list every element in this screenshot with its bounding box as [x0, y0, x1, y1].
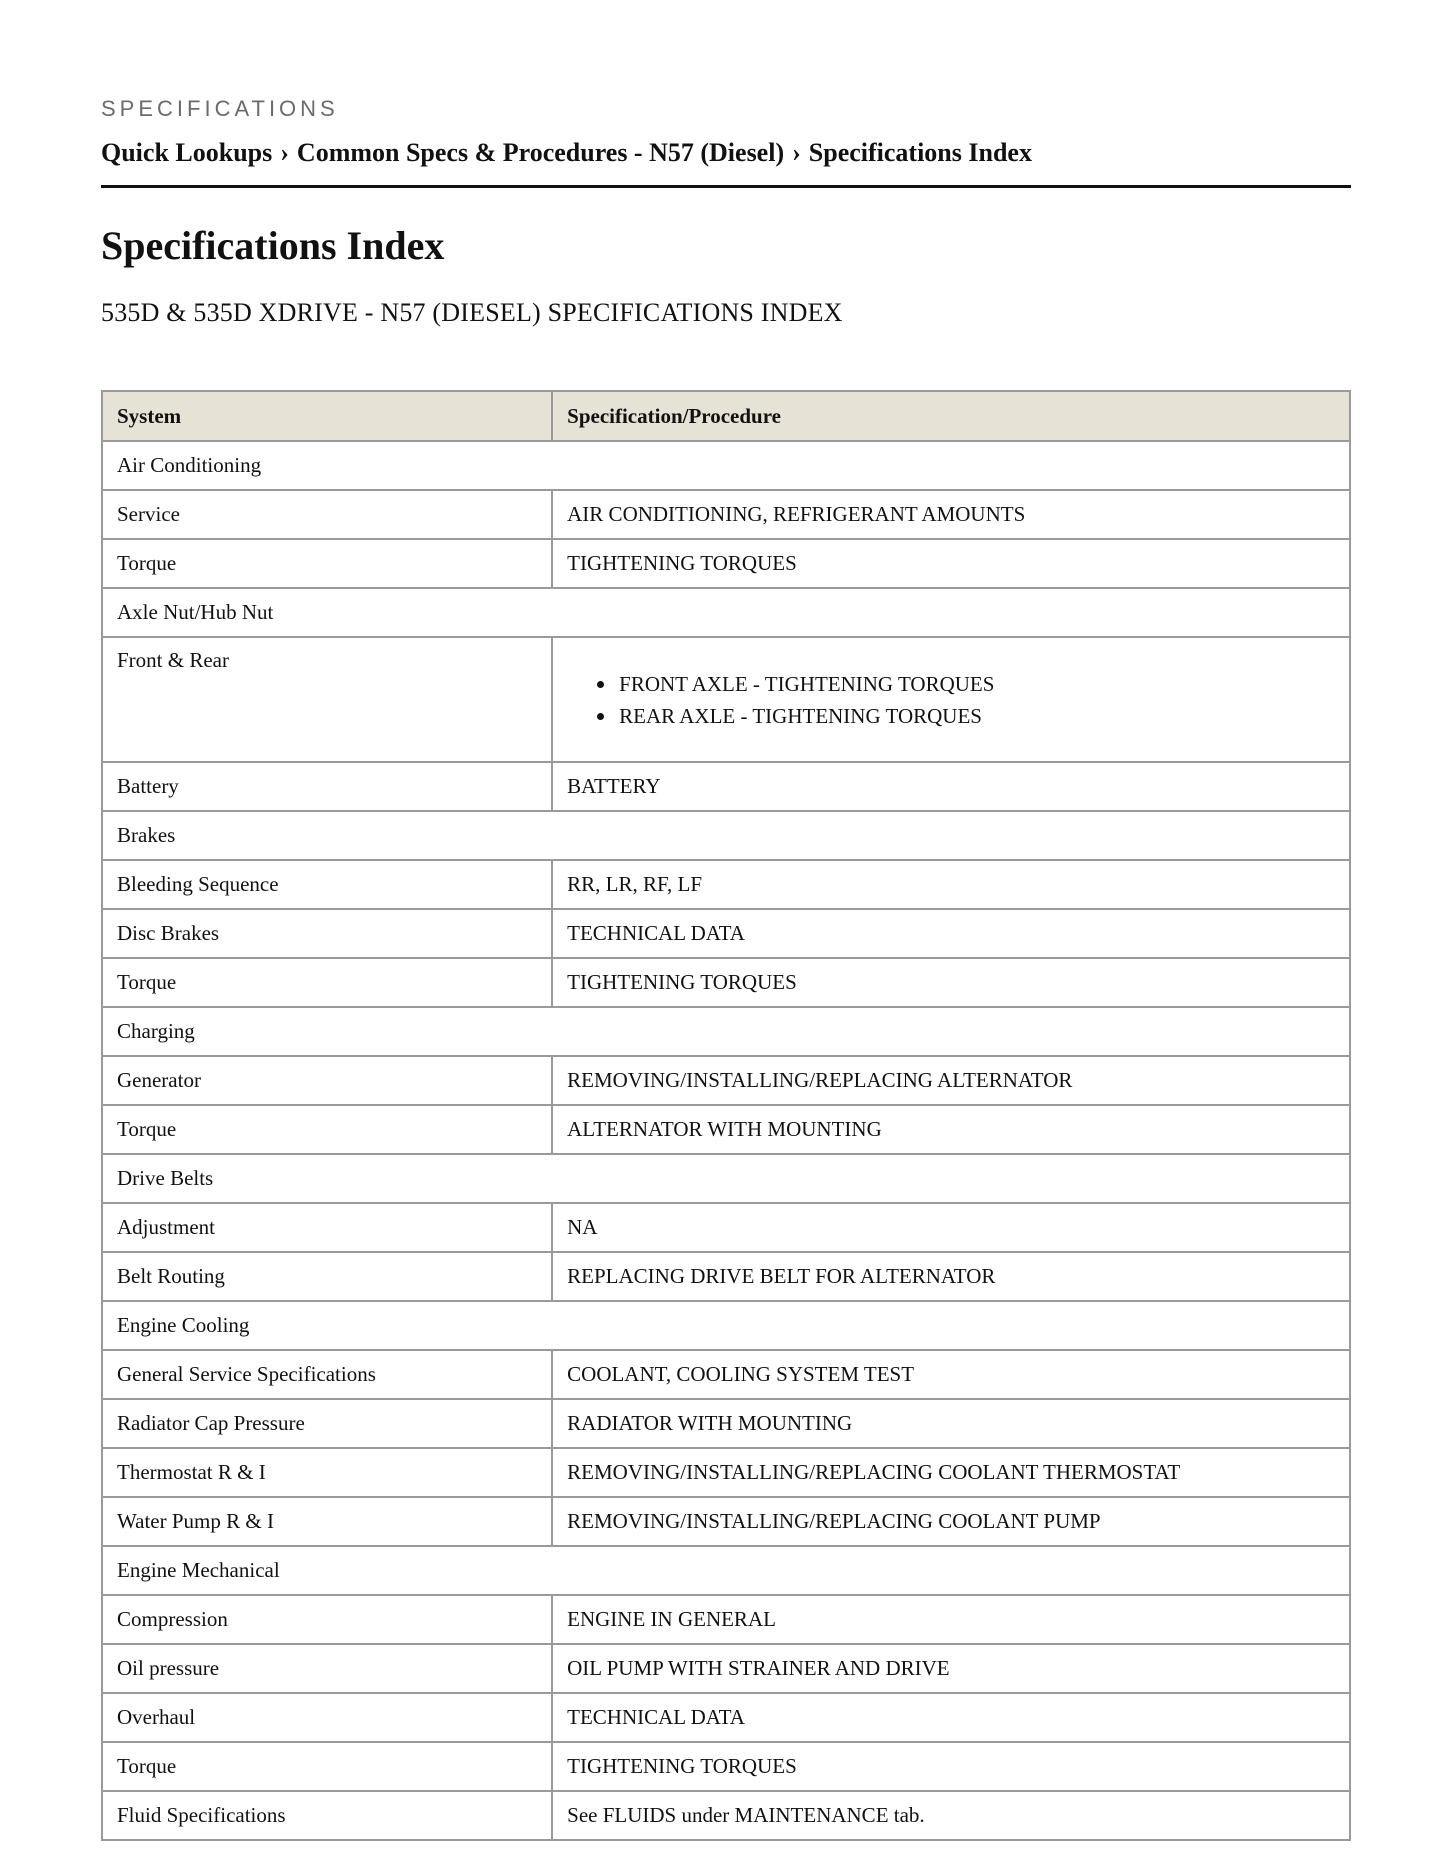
spec-link[interactable]: TIGHTENING TORQUES	[552, 539, 1350, 588]
spec-link[interactable]: ALTERNATOR WITH MOUNTING	[552, 1105, 1350, 1154]
system-cell: Disc Brakes	[102, 909, 552, 958]
system-cell: Adjustment	[102, 1203, 552, 1252]
spec-value: NA	[552, 1203, 1350, 1252]
system-cell: Oil pressure	[102, 1644, 552, 1693]
breadcrumb-separator: ›	[792, 138, 801, 167]
group-label: Engine Cooling	[102, 1301, 1350, 1350]
table-group-row	[102, 811, 1350, 860]
spec-link[interactable]: REMOVING/INSTALLING/REPLACING ALTERNATOR	[552, 1056, 1350, 1105]
spec-value: See FLUIDS under MAINTENANCE tab.	[552, 1791, 1350, 1840]
system-cell: Overhaul	[102, 1693, 552, 1742]
table-row	[102, 1252, 1350, 1301]
page-subtitle: 535D & 535D XDRIVE - N57 (DIESEL) SPECIFICATIONS INDEX	[101, 298, 843, 327]
table-row	[102, 909, 1350, 958]
table-row	[102, 1105, 1350, 1154]
table-group-row	[102, 1154, 1350, 1203]
group-label: Charging	[102, 1007, 1350, 1056]
breadcrumb-item-quick-lookups[interactable]: Quick Lookups	[101, 138, 273, 167]
column-header-system: System	[102, 391, 552, 441]
table-group-row	[102, 1007, 1350, 1056]
spec-link[interactable]: OIL PUMP WITH STRAINER AND DRIVE	[552, 1644, 1350, 1693]
column-header-spec: Specification/Procedure	[552, 391, 1350, 441]
system-cell: Radiator Cap Pressure	[102, 1399, 552, 1448]
table-row	[102, 1448, 1350, 1497]
page-content	[101, 95, 1351, 330]
spec-link[interactable]: TECHNICAL DATA	[552, 909, 1350, 958]
spec-list-cell	[552, 637, 1350, 762]
table-row	[102, 539, 1350, 588]
spec-link[interactable]: FRONT AXLE - TIGHTENING TORQUES	[619, 668, 1335, 700]
table-group-row	[102, 441, 1350, 490]
system-cell: Fluid Specifications	[102, 1791, 552, 1840]
spec-value: RR, LR, RF, LF	[552, 860, 1350, 909]
table-row	[102, 637, 1350, 762]
table-row	[102, 958, 1350, 1007]
table-row	[102, 1742, 1350, 1791]
table-row	[102, 1399, 1350, 1448]
group-label: Air Conditioning	[102, 441, 1350, 490]
spec-link[interactable]: TIGHTENING TORQUES	[552, 1742, 1350, 1791]
system-cell: Torque	[102, 1105, 552, 1154]
table-group-row	[102, 1546, 1350, 1595]
system-cell: Battery	[102, 762, 552, 811]
system-cell: Compression	[102, 1595, 552, 1644]
spec-link[interactable]: REMOVING/INSTALLING/REPLACING COOLANT THERMOSTAT	[552, 1448, 1350, 1497]
system-cell: Bleeding Sequence	[102, 860, 552, 909]
table-row	[102, 1595, 1350, 1644]
table-group-row	[102, 1301, 1350, 1350]
group-label: Drive Belts	[102, 1154, 1350, 1203]
spec-link[interactable]: ENGINE IN GENERAL	[552, 1595, 1350, 1644]
section-eyebrow: SPECIFICATIONS	[101, 96, 339, 121]
spec-link[interactable]: TECHNICAL DATA	[552, 1693, 1350, 1742]
table-row	[102, 490, 1350, 539]
system-cell: General Service Specifications	[102, 1350, 552, 1399]
system-cell: Torque	[102, 539, 552, 588]
spec-link[interactable]: REMOVING/INSTALLING/REPLACING COOLANT PUMP	[552, 1497, 1350, 1546]
system-cell: Generator	[102, 1056, 552, 1105]
system-cell: Belt Routing	[102, 1252, 552, 1301]
group-label: Engine Mechanical	[102, 1546, 1350, 1595]
breadcrumb	[101, 135, 1351, 171]
spec-link[interactable]: TIGHTENING TORQUES	[552, 958, 1350, 1007]
system-cell: Torque	[102, 1742, 552, 1791]
table-header-row	[102, 391, 1350, 441]
system-cell: Water Pump R & I	[102, 1497, 552, 1546]
spec-link[interactable]: REAR AXLE - TIGHTENING TORQUES	[619, 700, 1335, 732]
spec-list	[567, 668, 1335, 732]
page-title: Specifications Index	[101, 223, 445, 268]
group-label: Brakes	[102, 811, 1350, 860]
spec-link[interactable]: RADIATOR WITH MOUNTING	[552, 1399, 1350, 1448]
spec-link[interactable]: AIR CONDITIONING, REFRIGERANT AMOUNTS	[552, 490, 1350, 539]
spec-link[interactable]: REPLACING DRIVE BELT FOR ALTERNATOR	[552, 1252, 1350, 1301]
breadcrumb-item-common-specs[interactable]: Common Specs & Procedures - N57 (Diesel)	[296, 138, 785, 167]
table-row	[102, 860, 1350, 909]
table-row	[102, 1644, 1350, 1693]
specifications-table	[101, 390, 1351, 1841]
spec-link[interactable]: COOLANT, COOLING SYSTEM TEST	[552, 1350, 1350, 1399]
table-row	[102, 1497, 1350, 1546]
table-row	[102, 1693, 1350, 1742]
spec-link[interactable]: BATTERY	[552, 762, 1350, 811]
table-row	[102, 1350, 1350, 1399]
system-cell: Front & Rear	[102, 637, 552, 762]
table-row	[102, 1203, 1350, 1252]
system-cell: Service	[102, 490, 552, 539]
breadcrumb-separator: ›	[280, 138, 289, 167]
table-row	[102, 1056, 1350, 1105]
table-group-row	[102, 588, 1350, 637]
table-row	[102, 762, 1350, 811]
table-row	[102, 1791, 1350, 1840]
header-divider	[101, 185, 1351, 188]
group-label: Axle Nut/Hub Nut	[102, 588, 1350, 637]
system-cell: Torque	[102, 958, 552, 1007]
system-cell: Thermostat R & I	[102, 1448, 552, 1497]
breadcrumb-item-current: Specifications Index	[808, 138, 1032, 167]
